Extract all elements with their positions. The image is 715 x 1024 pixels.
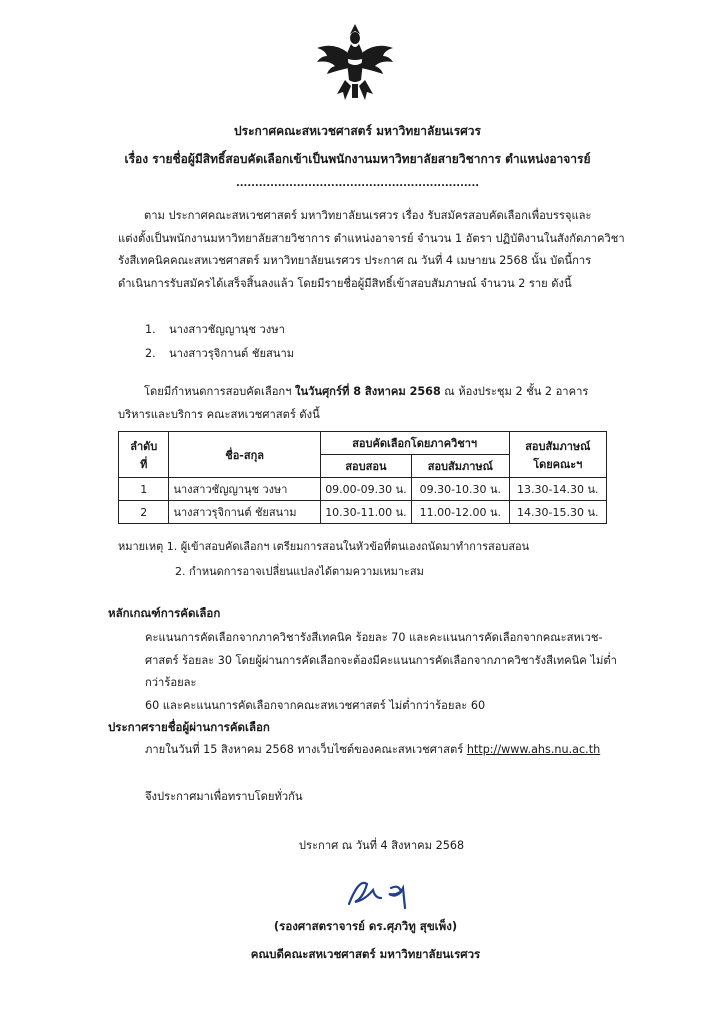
signer-name: (รองศาสตราจารย์ ดร.ศุภวิทู สุขเพ็ง) [273,919,458,933]
announcement-subject: เรื่อง รายชื่อผู้มีสิทธิ์สอบคัดเลือกเข้าเป็นพนักงานมหาวิทยาลัยสายวิชาการ ตำแหน่งอาจารย์ [124,152,591,166]
handwritten-signature [345,874,425,914]
announce-heading: ประกาศรายชื่อผู้ผ่านการคัดเลือก [108,720,270,734]
schedule-line: บริหารและบริการ คณะสหเวชศาสตร์ ดังนี้ [118,407,320,421]
criteria-heading: หลักเกณฑ์การคัดเลือก [108,606,221,620]
schedule-line: โดยมีกำหนดการสอบคัดเลือกฯ ในวันศุกร์ที่ 8 สิงหาคม 2568 ณ ห้องประชุม 2 ชั้น 2 อาคาร [144,385,589,398]
table-header-name: ชื่อ-สกุล [169,432,320,478]
table-header-faculty: สอบสัมภาษณ์ โดยคณะฯ [509,432,606,478]
table-row: 1 นางสาวชัญญานุช วงษา 09.00-09.30 น. 09.30-10.30 น. 13.30-14.30 น. [119,478,607,501]
intro-line: ตาม ประกาศคณะสหเวชศาสตร์ มหาวิทยาลัยนเรศวร เรื่อง รับสมัครสอบคัดเลือกเพื่อบรรจุและ [144,209,592,222]
schedule-table [118,431,607,524]
intro-paragraph [118,205,638,295]
announcement-date: ประกาศ ณ วันที่ 4 สิงหาคม 2568 [298,839,465,852]
intro-line: รังสีเทคนิคคณะสหเวชศาสตร์ มหาวิทยาลัยนเรศวร ประกาศ ณ วันที่ 4 เมษายน 2568 นั้น บัดนี้การ [118,254,592,267]
separator-dots: ................................................................ [235,178,480,189]
intro-line: ดำเนินการรับสมัครได้เสร็จสิ้นลงแล้ว โดยมีรายชื่อผู้มีสิทธิ์เข้าสอบสัมภาษณ์ จำนวน 2 ราย ดังนี้ [118,276,572,290]
criteria-paragraph: คะแนนการคัดเลือกจากภาควิชารังสีเทคนิค ร้อยละ 70 และคะแนนการคัดเลือกจากคณะสหเวช- ศาสตร์ ร้อยละ 30 โดยผู้ผ่านการคัดเลือกจะต้องมีคะแนนการคัดเลือกจากภาควิชารังสีเทคนิค ไม่ต่ำกว่าร้อยละ 60 และคะแนนการคัดเลือกจากคณะสหเวชศาสตร์ ไม่ต่ำกว่าร้อยละ 60 [145,631,617,712]
announcement-title: ประกาศคณะสหเวชศาสตร์ มหาวิทยาลัยนเรศวร [234,124,481,138]
garuda-emblem-icon [313,22,397,104]
list-item: 2. นางสาวรุจิกานต์ ชัยสนาม [145,347,295,360]
closing-text: จึงประกาศมาเพื่อทราบโดยทั่วกัน [145,790,303,803]
table-header-teach: สอบสอน [320,455,411,478]
list-item: 1. นางสาวชัญญานุช วงษา [145,323,285,336]
announce-text: ภายในวันที่ 15 สิงหาคม 2568 ทางเว็บไซต์ของคณะสหเวชศาสตร์ http://www.ahs.nu.ac.th [145,743,601,756]
candidate-list [145,318,294,366]
table-header-interview: สอบสัมภาษณ์ [412,455,509,478]
intro-line: แต่งตั้งเป็นพนักงานมหาวิทยาลัยสายวิชาการ ตำแหน่งอาจารย์ จำนวน 1 อัตรา ปฏิบัติงานในสังกัดภาควิชา [118,231,625,245]
website-link[interactable]: http://www.ahs.nu.ac.th [466,743,601,756]
note-line-2: 2. กำหนดการอาจเปลี่ยนแปลงได้ตามความเหมาะสม [175,565,424,578]
table-row: 2 นางสาวรุจิกานต์ ชัยสนาม 10.30-11.00 น. 11.00-12.00 น. 14.30-15.30 น. [119,501,607,524]
table-header-dept: สอบคัดเลือกโดยภาควิชาฯ [320,432,509,455]
note-line-1: หมายเหตุ 1. ผู้เข้าสอบคัดเลือกฯ เตรียมการสอนในหัวข้อที่ตนเองถนัดมาทำการสอบสอน [118,540,530,553]
signer-position: คณบดีคณะสหเวชศาสตร์ มหาวิทยาลัยนเรศวร [250,947,481,961]
table-header-order: ลำดับ ที่ [119,432,169,478]
schedule-paragraph [118,381,638,426]
